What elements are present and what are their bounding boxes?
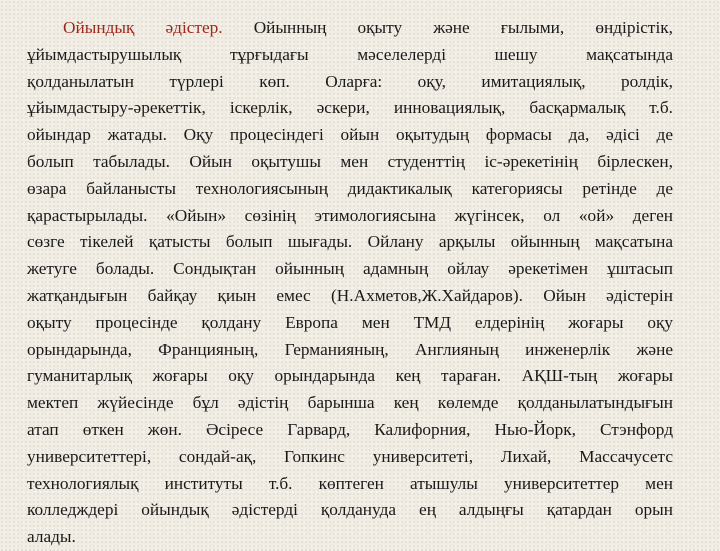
paragraph-line-last: алады.	[27, 527, 76, 547]
paragraph-line: ұйымдастыру-әрекеттік, іскерлік, әскери, инновациялық, басқармалық т.б.	[27, 98, 673, 118]
paragraph-line: технологиялық институты т.б. көптеген атышулы университеттер мен	[27, 473, 673, 493]
paragraph-line: жетуге болады. Сондықтан ойынның адамның ойлау әрекетімен ұштасып	[27, 259, 673, 279]
body-paragraph	[27, 15, 673, 551]
paragraph-line: колледждері ойындық әдістерді қолдануда ең алдыңғы қатардан орын	[27, 500, 673, 520]
paragraph-line: болып табылады. Ойын оқытушы мен студенттің іс-әрекетінің бірлескен,	[27, 151, 673, 171]
paragraph-line: мектеп жүйесінде бұл әдістің барынша кең көлемде қолданылатындығын	[27, 393, 673, 413]
paragraph-line: жатқандығын байқау қиын емес (Н.Ахметов,Ж.Хайдаров). Ойын әдістерін	[27, 285, 673, 305]
paragraph-line: ұйымдастырушылық тұрғыдағы мәселелерді шешу мақсатында	[27, 44, 673, 64]
paragraph-line: орындарында, Францияның, Германияның, Англияның инженерлік және	[27, 339, 673, 359]
paragraph-line: гуманитарлық жоғары оқу орындарында кең тараған. АҚШ-тың жоғары	[27, 366, 673, 386]
paragraph-line: қолданылатын түрлері көп. Оларға: оқу, имитациялық, ролдік,	[27, 71, 673, 91]
paragraph-line: атап өткен жөн. Әсіресе Гарвард, Калифорния, Нью-Йорк, Стэнфорд	[27, 419, 673, 439]
paragraph-line: өзара байланысты технологиясының дидактикалық категориясы ретінде де	[27, 178, 673, 198]
first-line-text: Ойынның оқыту және ғылыми, өндірістік,	[253, 18, 674, 37]
paragraph-line: оқыту процесінде қолдану Европа мен ТМД елдерінің жоғары оқу	[27, 312, 673, 332]
paragraph-line-1	[27, 15, 673, 42]
section-heading: Ойындық әдістер.	[63, 18, 223, 37]
paragraph-line: сөзге тікелей қатысты болып шығады. Ойлану арқылы ойынның мақсатына	[27, 232, 673, 252]
paragraph-line: ойындар жатады. Оқу процесіндегі ойын оқытудың формасы да, әдісі де	[27, 125, 673, 145]
paragraph-line: университеттері, сондай-ақ, Гопкинс университеті, Лихай, Массачусетс	[27, 446, 673, 466]
paragraph-line: қарастырылады. «Ойын» сөзінің этимологиясына жүгінсек, ол «ой» деген	[27, 205, 673, 225]
